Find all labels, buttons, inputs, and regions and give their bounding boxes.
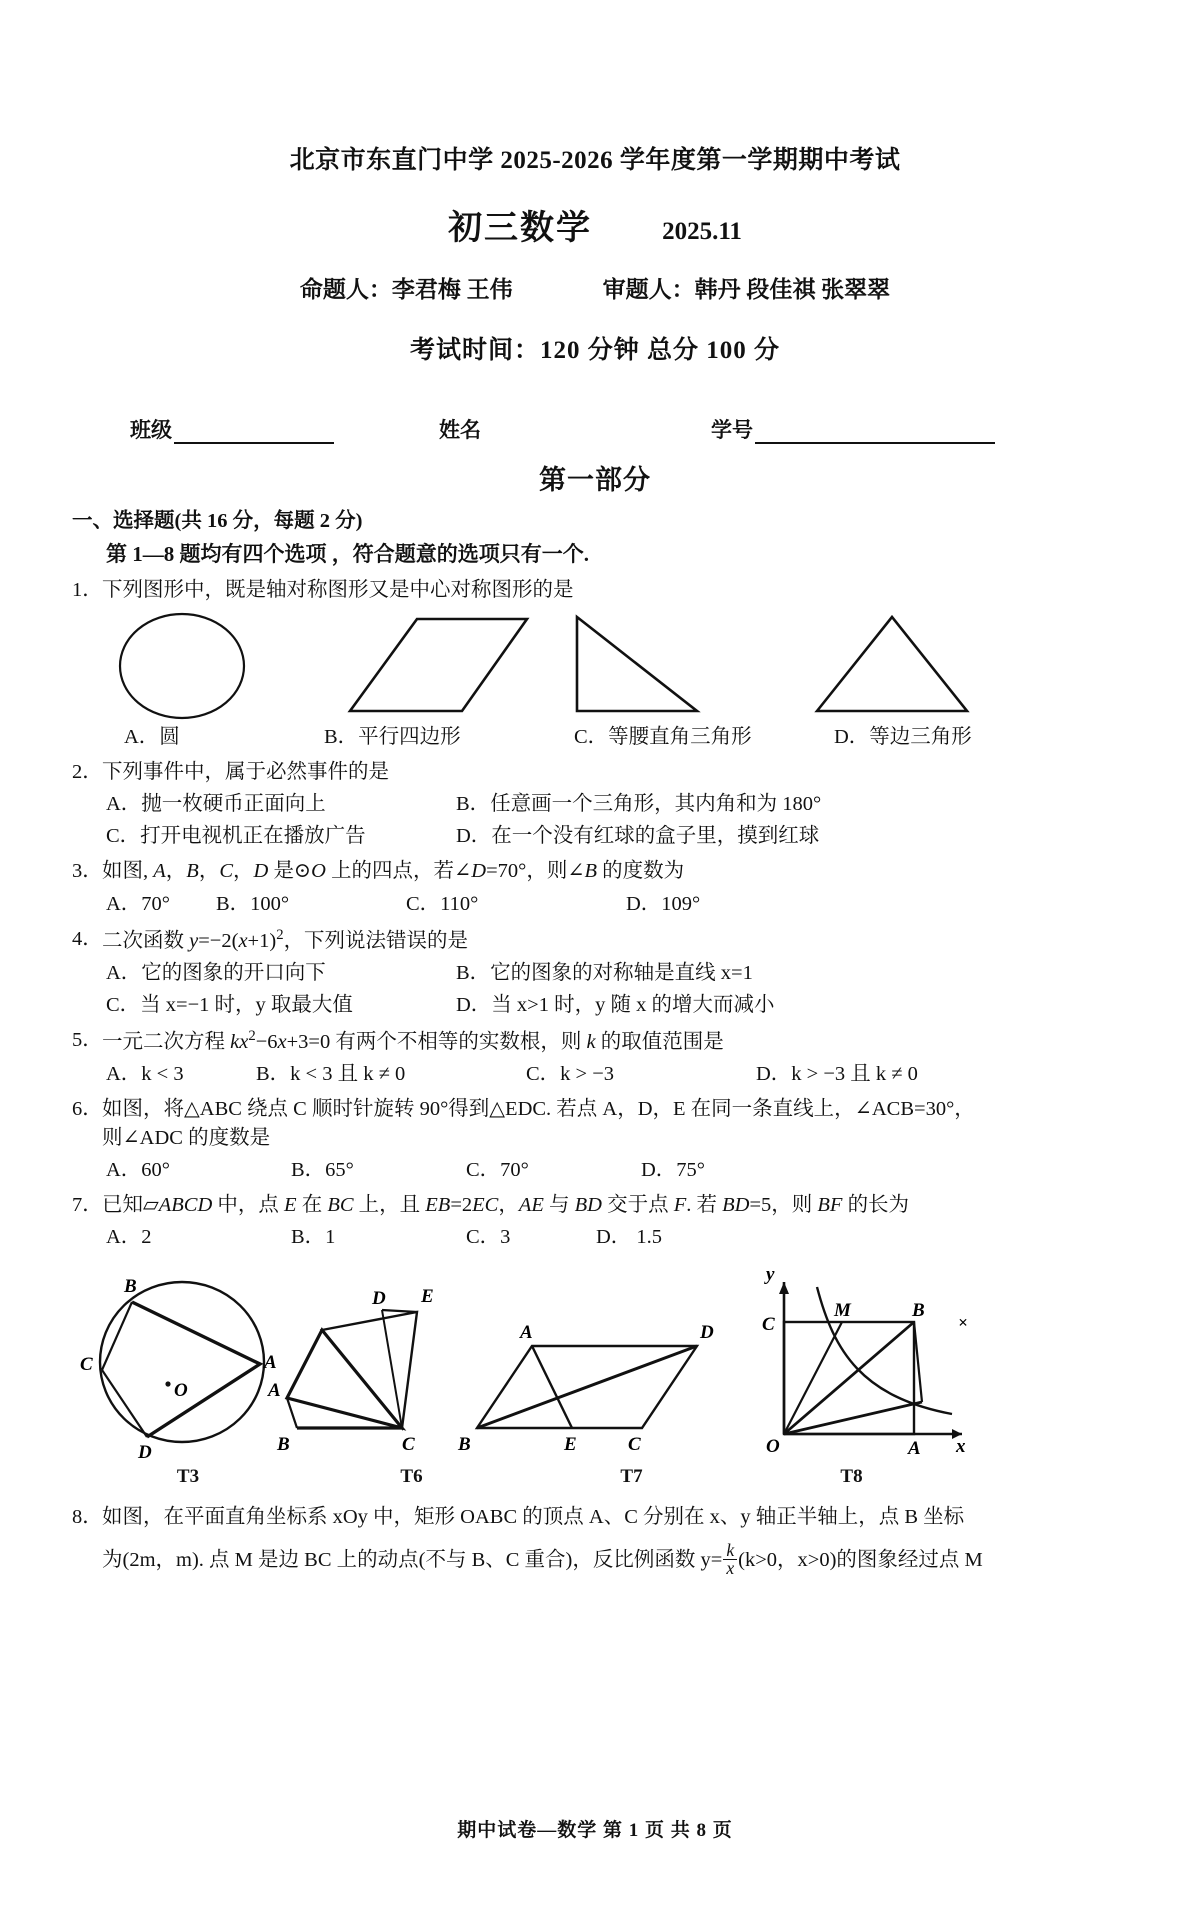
t7-label-c: C (628, 1434, 641, 1456)
figure-caption-t7: T7 (620, 1466, 643, 1488)
question-7-option-b[interactable]: B．1 (291, 1226, 336, 1249)
question-1-number: 1． (72, 578, 103, 601)
question-8 (72, 1503, 1120, 1578)
t6-label-a: A (268, 1380, 281, 1402)
subject-name: 初三数学 (448, 210, 593, 247)
question-6-options (72, 1156, 1120, 1185)
t6-label-c: C (402, 1434, 415, 1456)
t6-line-dc (382, 1310, 402, 1428)
question-2-option-c[interactable]: C．打开电视机正在播放广告 (106, 825, 366, 848)
t6-line-de (382, 1310, 417, 1312)
figure-caption-t6: T6 (400, 1466, 423, 1488)
question-6-option-b[interactable]: B．65° (291, 1159, 354, 1182)
question-1-option-c[interactable]: C．等腰直角三角形 (574, 726, 752, 749)
t8-label-m: M (834, 1300, 851, 1322)
student-id-input-rule[interactable] (755, 442, 995, 444)
question-4-option-d[interactable]: D．当 x>1 时，y 随 x 的增大而减小 (456, 993, 775, 1016)
question-5-stem: 一元二次方程 $kx^2-6x+3=0$ 有两个不相等的实数根，则 k 的取值范围是 (102, 1027, 724, 1053)
class-label: 班级 (130, 418, 172, 442)
t8-line-ob (784, 1322, 914, 1434)
question-4-number: 4． (72, 927, 103, 950)
question-8-fraction (723, 1539, 737, 1579)
figure-t8 (762, 1264, 968, 1459)
question-3 (72, 857, 1120, 886)
question-2-stem: 下列事件中，属于必然事件的是 (102, 761, 389, 784)
t8-label-b: B (912, 1300, 925, 1322)
question-6-number: 6． (72, 1097, 103, 1120)
t8-y-arrow (779, 1282, 789, 1294)
t8-line-om (784, 1322, 842, 1434)
question-6-stem-line1: 如图，将△ABC 绕点 C 顺时针旋转 90°得到△EDC. 若点 A，D，E 在同一条直线上，∠ACB=30°， (102, 1097, 975, 1120)
figure-strip-svg (72, 1262, 1112, 1462)
question-5-options (72, 1060, 1120, 1089)
t3-label-a: A (264, 1352, 277, 1374)
question-8-stem-line2 (102, 1539, 1120, 1579)
question-8-stem-line1: 如图，在平面直角坐标系 xOy 中，矩形 OABC 的顶点 A、C 分别在 x、y 轴正半轴上，点 B 坐标 (102, 1506, 965, 1529)
question-4 (72, 925, 1120, 956)
question-8-fraction-denominator: x (726, 1558, 735, 1579)
question-3-option-a[interactable]: A．70° (106, 892, 171, 915)
t7-diag-bd (477, 1346, 697, 1428)
student-id-field[interactable] (711, 414, 995, 444)
t8-label-extra: × (958, 1313, 968, 1333)
question-1 (72, 576, 1120, 605)
t6-line-ab (287, 1398, 297, 1428)
question-1-options (72, 723, 1120, 752)
question-6-stem-line2: 则∠ADC 的度数是 (102, 1127, 271, 1149)
section-heading: 一、选择题(共 16 分，每题 2 分) (72, 510, 363, 532)
question-2-number: 2． (72, 761, 103, 784)
figure-t6 (267, 1286, 434, 1455)
t3-label-b: B (124, 1276, 137, 1298)
figure-strip (72, 1262, 1120, 1462)
t8-label-c: C (762, 1314, 775, 1336)
t3-label-o: O (174, 1380, 188, 1402)
authors-row (0, 271, 1190, 304)
question-1-stem: 下列图形中，既是轴对称图形又是中心对称图形的是 (102, 578, 574, 601)
question-3-stem: 如图, A，B，C，D 是⊙O 上的四点，若∠D=70°，则∠B 的度数为 (102, 860, 685, 883)
question-4-option-c[interactable]: C．当 x=−1 时，y 取最大值 (106, 993, 353, 1016)
figure-t7 (457, 1322, 714, 1455)
question-3-option-b[interactable]: B．100° (216, 892, 290, 915)
exam-date: 2025.11 (662, 218, 742, 245)
question-7-options (72, 1223, 1120, 1252)
question-7-stem: 已知▱ABCD 中，点 E 在 BC 上，且 EB=2EC，AE 与 BD 交于点 F. 若 BD=5，则 BF 的长为 (102, 1194, 910, 1217)
question-3-options (72, 890, 1120, 919)
question-4-options-row2 (72, 991, 1120, 1020)
question-7-option-c[interactable]: C．3 (466, 1226, 511, 1249)
question-6 (72, 1095, 1120, 1153)
question-7-option-a[interactable]: A．2 (106, 1226, 152, 1249)
question-5-option-c[interactable]: C．k > −3 (526, 1062, 615, 1085)
q1-shape-set (72, 611, 1112, 721)
figure-captions (72, 1464, 1120, 1491)
question-4-option-a[interactable]: A．它的图象的开口向下 (106, 961, 326, 984)
t7-label-d: D (700, 1322, 714, 1344)
t8-label-a: A (908, 1438, 921, 1460)
question-1-option-d[interactable]: D．等边三角形 (834, 726, 972, 749)
t8-line-bn (914, 1322, 922, 1402)
exam-content (0, 507, 1190, 1579)
question-2-option-b[interactable]: B．任意画一个三角形，其内角和为 180° (456, 793, 822, 816)
question-4-options-row1 (72, 959, 1120, 988)
question-8-number: 8． (72, 1506, 103, 1529)
student-id-label: 学号 (711, 418, 753, 442)
question-1-figures (72, 611, 1120, 721)
question-2-option-d[interactable]: D．在一个没有红球的盒子里，摸到红球 (456, 825, 820, 848)
class-field[interactable] (130, 414, 334, 444)
t6-triangle-abc (287, 1330, 402, 1428)
question-3-option-c[interactable]: C．110° (406, 892, 479, 915)
question-6-stem (102, 1095, 1120, 1153)
question-3-option-d[interactable]: D．109° (626, 892, 701, 915)
question-7-number: 7． (72, 1194, 103, 1217)
question-5-option-b[interactable]: B．k < 3 且 k ≠ 0 (256, 1062, 406, 1085)
section-subheading: 第 1—8 题均有四个选项 ，符合题意的选项只有一个. (106, 542, 589, 567)
t7-label-a: A (520, 1322, 533, 1344)
question-1-option-a[interactable]: A．圆 (124, 726, 180, 749)
question-8-fraction-numerator: k (723, 1542, 737, 1561)
question-8-stem (102, 1503, 1120, 1578)
question-5-number: 5． (72, 1028, 103, 1051)
part-title: 第一部分 (539, 465, 651, 495)
question-7 (72, 1191, 1120, 1220)
page-footer: 期中试卷—数学 第 1 页 共 8 页 (457, 1820, 733, 1841)
t3-label-d: D (138, 1442, 152, 1463)
question-5-option-a[interactable]: A．k < 3 (106, 1062, 184, 1085)
t8-label-x: x (956, 1436, 966, 1458)
reviewer-label: 审题人：韩丹 段佳祺 张翠翠 (602, 277, 891, 302)
question-8-stem-line2-a: 为(2m，m). 点 M 是边 BC 上的动点(不与 B、C 重合)，反比例函数 y= (102, 1549, 723, 1572)
question-1-option-b[interactable]: B．平行四边形 (324, 726, 461, 749)
student-fields (0, 414, 1190, 444)
question-2-options-row2 (72, 822, 1120, 851)
question-3-number: 3． (72, 860, 103, 883)
question-2-options-row1 (72, 790, 1120, 819)
t3-center-dot (165, 1382, 170, 1387)
t6-label-b: B (277, 1434, 290, 1456)
figure-caption-t8: T8 (840, 1466, 863, 1488)
question-5-option-d[interactable]: D．k > −3 且 k ≠ 0 (756, 1062, 918, 1085)
question-2 (72, 758, 1120, 787)
t3-chord-cd (102, 1370, 147, 1437)
t8-label-o: O (766, 1436, 780, 1458)
t3-circle (100, 1282, 264, 1442)
parallelogram-shape (350, 619, 527, 711)
subject-row (0, 200, 1190, 249)
exam-page (0, 140, 1190, 1924)
figure-t3 (80, 1276, 277, 1462)
equilateral-triangle-shape (817, 617, 967, 711)
question-7-option-d[interactable]: D． 1.5 (596, 1226, 663, 1249)
question-4-stem: 二次函数 $y=-2(x+1)^2$，下列说法错误的是 (102, 926, 469, 952)
question-6-option-c[interactable]: C．70° (466, 1159, 529, 1182)
t6-label-d: D (372, 1288, 386, 1310)
t7-line-ae (532, 1346, 572, 1428)
t7-label-b: B (458, 1434, 471, 1456)
question-8-stem-line2-b: (k>0，x>0)的图象经过点 M (738, 1549, 983, 1572)
t3-label-c: C (80, 1354, 93, 1376)
t8-label-y: y (766, 1264, 775, 1286)
question-6-option-d[interactable]: D．75° (641, 1159, 706, 1182)
class-input-rule[interactable] (174, 442, 334, 444)
question-6-option-a[interactable]: A．60° (106, 1159, 171, 1182)
author-label: 命题人：李君梅 王伟 (299, 277, 513, 302)
figure-caption-t3: T3 (176, 1466, 200, 1488)
circle-shape (120, 614, 244, 718)
duration-line: 考试时间：120 分钟 总分 100 分 (409, 337, 780, 364)
t7-label-e: E (564, 1434, 577, 1456)
page-title: 北京市东直门中学 2025-2026 学年度第一学期期中考试 (289, 147, 901, 174)
right-triangle-shape (577, 617, 697, 711)
question-4-option-b[interactable]: B．它的图象的对称轴是直线 x=1 (456, 961, 753, 984)
question-5 (72, 1026, 1120, 1057)
name-label: 姓名 (439, 418, 481, 442)
t6-label-e: E (421, 1286, 434, 1308)
question-2-option-a[interactable]: A．抛一枚硬币正面向上 (106, 793, 326, 816)
name-field[interactable] (439, 414, 481, 444)
